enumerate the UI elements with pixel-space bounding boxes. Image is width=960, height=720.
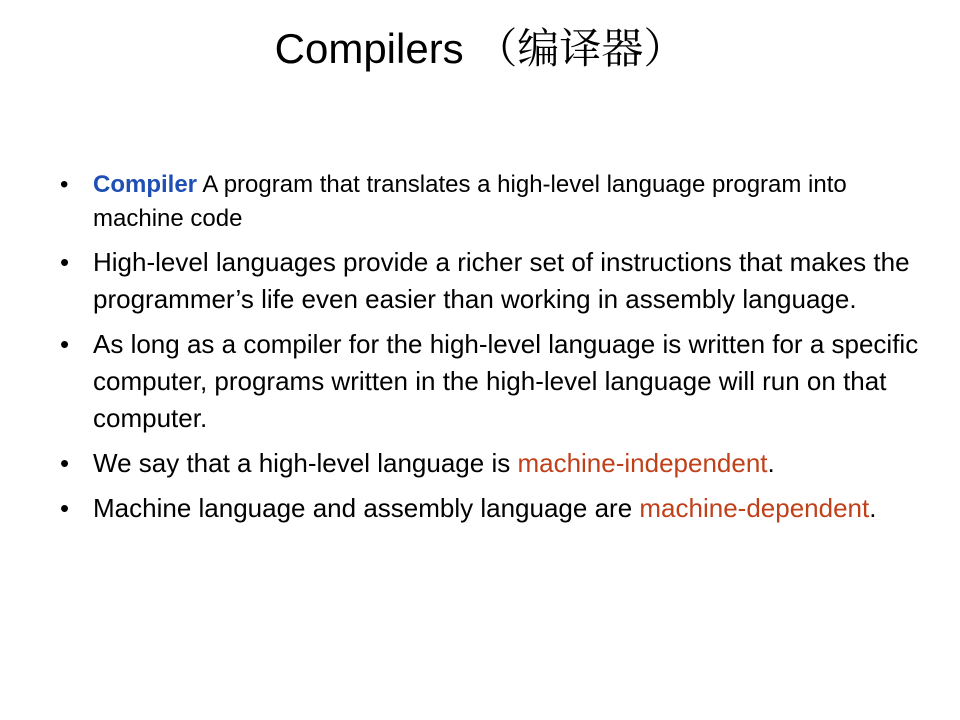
bullet-text-after: .: [767, 448, 775, 478]
bullet-dot: •: [60, 329, 70, 359]
bullet-dot: •: [60, 171, 69, 198]
bullet-dot: •: [60, 247, 70, 277]
bullet-list: [60, 168, 940, 535]
bullet-item-high-level-languages: [60, 244, 940, 318]
highlight-machine-dependent: machine-dependent: [639, 493, 870, 523]
bullet-text: As long as a compiler for the high-level language is written for a specific computer, programs written in the high-level language will run on that computer.: [93, 329, 919, 433]
bullet-text: High-level languages provide a richer set of instructions that makes the programmer’s life even easier than working in assembly language.: [93, 247, 910, 314]
slide-title: Compilers （编译器）: [274, 25, 686, 72]
bullet-dot: •: [60, 493, 70, 523]
bullet-item-machine-independent: [60, 445, 940, 482]
bullet-dot: •: [60, 448, 70, 478]
bullet-item-compiler-definition: [60, 168, 940, 236]
bullet-item-compiler-portability: [60, 326, 940, 437]
term-compiler: Compiler: [93, 171, 198, 198]
highlight-machine-independent: machine-independent: [517, 448, 768, 478]
bullet-text-before: We say that a high-level language is: [93, 448, 518, 478]
bullet-text-before: Machine language and assembly language are: [93, 493, 640, 523]
bullet-text: A program that translates a high-level language program into machine code: [93, 171, 847, 232]
bullet-item-machine-dependent: [60, 490, 940, 527]
bullet-text-after: .: [869, 493, 877, 523]
